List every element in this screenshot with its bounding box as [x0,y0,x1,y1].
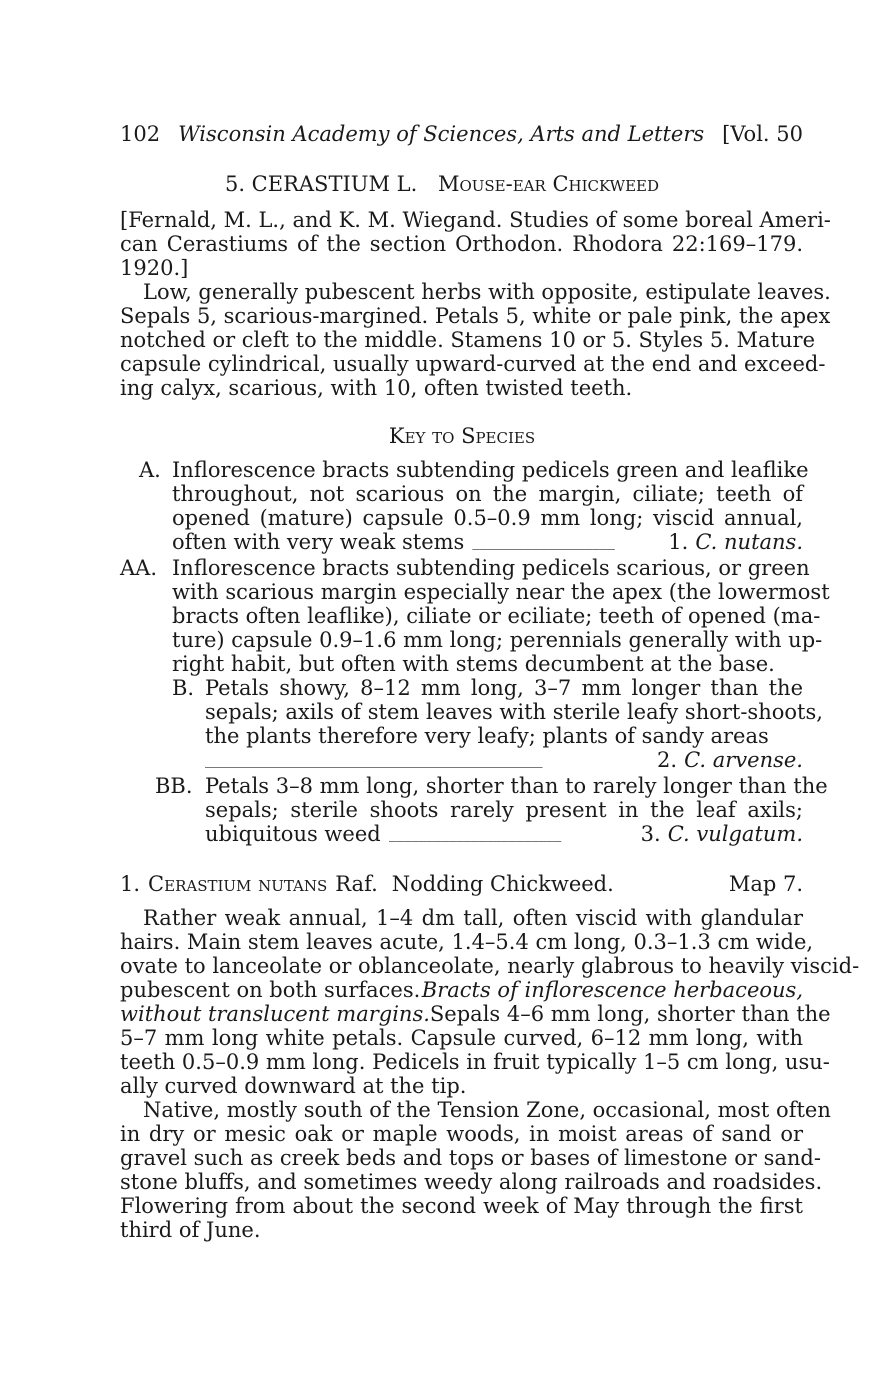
running-header [120,122,803,146]
text-line: gravel such as creek beds and tops or bases of limestone or sand- [120,1146,821,1170]
result-number: 2. [657,748,678,772]
text-line: Sepals 5, scarious-margined. Petals 5, white or pale pink, the apex [120,304,831,328]
text-line: in dry or mesic oak or maple woods, in moist areas of sand or [120,1122,803,1146]
text-line: opened (mature) capsule 0.5–0.9 mm long; viscid annual, [172,506,803,530]
leader-dots: _______________________ [388,824,562,842]
text-line: teeth 0.5–0.9 mm long. Pedicels in fruit typically 1–5 cm long, usu- [120,1050,830,1074]
text-line: Inflorescence bracts subtending pedicels green and leaflike [172,458,809,482]
journal-title: Wisconsin Academy of Sciences, Arts and Letters [178,122,705,146]
text-line: Low, generally pubescent herbs with opposite, estipulate leaves. [143,280,831,304]
leader-dots: _____________________________________________ [205,750,543,768]
key-label: BB. [155,774,193,798]
map-reference: Map 7. [728,872,803,896]
species-number: 1. [120,872,141,896]
key-result-line [205,748,803,772]
leader-dots: ___________________ [472,532,615,550]
text-line: with scarious margin especially near the apex (the lowermost [172,580,830,604]
text-line: 1920.] [120,256,189,280]
text-line: Flowering from about the second week of May through the first [120,1194,803,1218]
genus-heading-name: 5. CERASTIUM L. [224,172,418,196]
text-span: pubescent on both surfaces. [120,978,421,1002]
text-line: Inflorescence bracts subtending pedicels scarious, or green [172,556,810,580]
key-label: A. [139,458,161,482]
text-line: ally curved downward at the tip. [120,1074,467,1098]
page-number: 102 [120,122,161,146]
text-line: hairs. Main stem leaves acute, 1.4–5.4 cm long, 0.3–1.3 cm wide, [120,930,814,954]
text-line: ubiquitous weed [205,822,381,846]
volume-label: [Vol. 50 [722,122,803,146]
species-heading [120,872,803,896]
italic-span: Bracts of inflorescence herbaceous, [421,978,803,1002]
text-line: Rather weak annual, 1–4 dm tall, often viscid with glandular [143,906,803,930]
text-line [120,978,803,1002]
key-label: B. [172,676,195,700]
key-result-line [205,822,803,846]
text-line: bracts often leaflike), ciliate or eciliate; teeth of opened (ma- [172,604,821,628]
key-result-line [172,530,803,554]
result-species: C. arvense. [684,748,803,772]
text-line: 5–7 mm long white petals. Capsule curved, 6–12 mm long, with [120,1026,803,1050]
text-line: often with very weak stems [172,530,465,554]
italic-span: without translucent margins. [120,1002,430,1026]
text-span: Sepals 4–6 mm long, shorter than the [429,1002,831,1026]
text-line [120,1002,831,1026]
text-line: sepals; sterile shoots rarely present in the leaf axils; [205,798,803,822]
text-line: can Cerastiums of the section Orthodon. Rhodora 22:169–179. [120,232,803,256]
result-number: 3. [640,822,661,846]
result-number: 1. [668,530,689,554]
species-author: Raf. [335,872,378,896]
genus-heading [0,172,884,196]
genus-heading-common: Mouse-ear Chickweed [437,172,660,196]
text-line: capsule cylindrical, usually upward-curved at the end and exceed- [120,352,826,376]
text-line: stone bluffs, and sometimes weedy along railroads and roadsides. [120,1170,823,1194]
species-name: Cerastium nutans [148,872,328,896]
text-line: ovate to lanceolate or oblanceolate, nearly glabrous to heavily viscid- [120,954,860,978]
result-species: C. nutans. [695,530,803,554]
text-line: sepals; axils of stem leaves with sterile leafy short-shoots, [205,700,823,724]
result-species: C. vulgatum. [667,822,803,846]
text-line: ing calyx, scarious, with 10, often twisted teeth. [120,376,633,400]
text-line: [Fernald, M. L., and K. M. Wiegand. Studies of some boreal Ameri- [120,208,831,232]
text-line: third of June. [120,1218,261,1242]
text-line: notched or cleft to the middle. Stamens 10 or 5. Styles 5. Mature [120,328,815,352]
text-line: the plants therefore very leafy; plants of sandy areas [205,724,769,748]
text-line: Petals 3–8 mm long, shorter than to rarely longer than the [205,774,828,798]
text-line: throughout, not scarious on the margin, ciliate; teeth of [172,482,803,506]
key-title: Key to Species [388,424,536,448]
text-line: ture) capsule 0.9–1.6 mm long; perennials generally with up- [172,628,823,652]
species-common-name: Nodding Chickweed. [391,872,614,896]
key-label: AA. [120,556,158,580]
text-line: Native, mostly south of the Tension Zone, occasional, most often [143,1098,831,1122]
text-line: right habit, but often with stems decumbent at the base. [172,652,775,676]
text-line: Petals showy, 8–12 mm long, 3–7 mm longer than the [205,676,803,700]
